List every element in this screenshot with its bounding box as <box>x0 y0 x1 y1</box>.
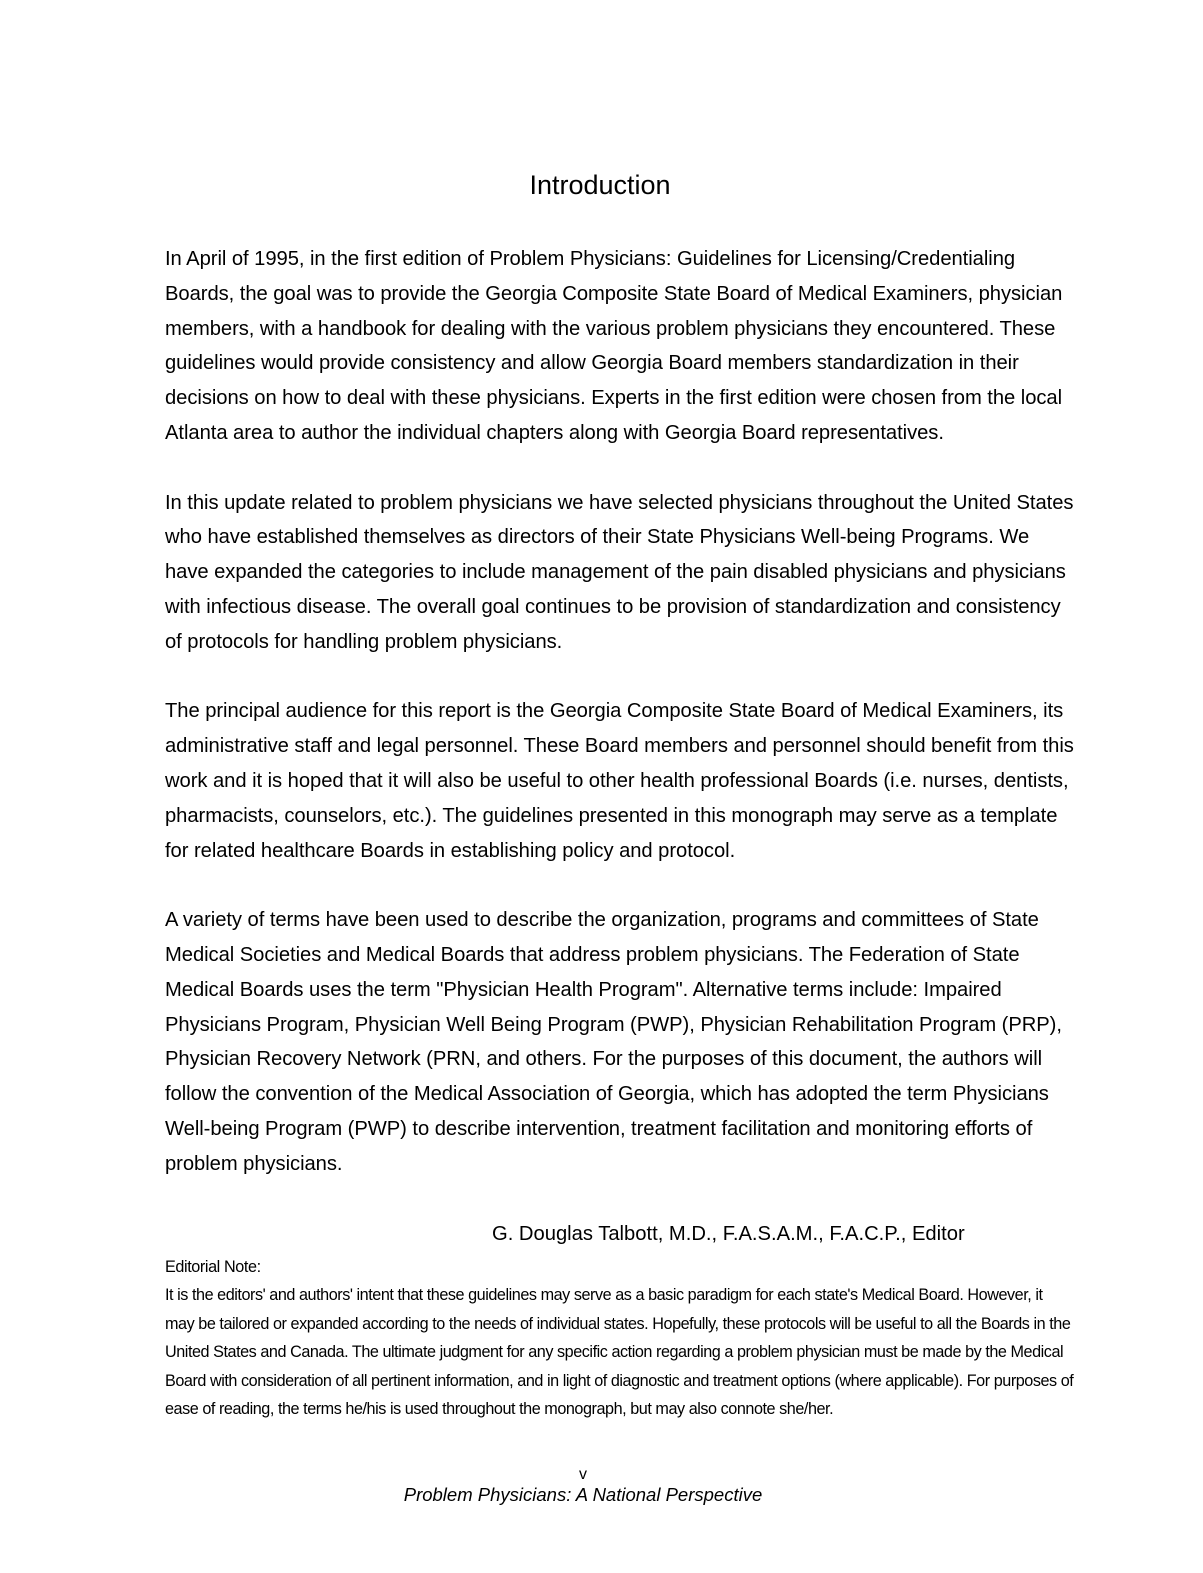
footer-book-title: Problem Physicians: A National Perspective <box>403 1484 763 1505</box>
page-title: Introduction <box>529 170 671 200</box>
paragraph-terminology: A variety of terms have been used to describe the organization, programs and committees of State Medical Societies and Medical Boards that address problem physicians. The Federation of State Medical Boards uses the term "Physician Health Program". Alternative terms include: Impaired Physicians Program, Physician Well Being Program (PWP), Physician Rehabilitation Program (PRP), Physician Recovery Network (PRN, and others. For the purposes of this document, the authors will follow the convention of the Medical Association of Georgia, which has adopted the term Physicians Well-being Program (PWP) to describe intervention, treatment facilitation and monitoring efforts of problem physicians. <box>165 909 1062 1175</box>
editor-signature: G. Douglas Talbott, M.D., F.A.S.A.M., F.A.C.P., Editor <box>492 1223 965 1245</box>
paragraph-update: In this update related to problem physicians we have selected physicians throughout the United States who have established themselves as directors of their State Physicians Well-being Programs. We have expanded the categories to include management of the pain disabled physicians and physicians with infectious disease. The overall goal continues to be provision of standardization and consistency of protocols for handling problem physicians. <box>165 491 1074 653</box>
paragraph-first-edition: In April of 1995, in the first edition of Problem Physicians: Guidelines for Licensing/Credentialing Boards, the goal was to provide the Georgia Composite State Board of Medical Examiners, physician members, with a handbook for dealing with the various problem physicians they encountered. These guidelines would provide consistency and allow Georgia Board members standardization in their decisions on how to deal with these physicians. Experts in the first edition were chosen from the local Atlanta area to author the individual chapters along with Georgia Board representatives. <box>165 248 1063 444</box>
editorial-note-body: It is the editors' and authors' intent that these guidelines may serve as a basic paradigm for each state's Medical Board. However, it may be tailored or expanded according to the needs of individual states. Hopefully, these protocols will be useful to all the Boards in the United States and Canada. The ultimate judgment for any specific action regarding a problem physician must be made by the Medical Board with consideration of all pertinent information, and in light of diagnostic and treatment options (where applicable). For purposes of ease of reading, the terms he/his is used throughout the monograph, but may also connote she/her. <box>165 1286 1074 1419</box>
editorial-note-heading: Editorial Note: <box>165 1258 261 1276</box>
page-number: v <box>579 1466 587 1483</box>
document-body <box>165 242 1077 1182</box>
paragraph-audience: The principal audience for this report is the Georgia Composite State Board of Medical Examiners, its administrative staff and legal personnel. These Board members and personnel should benefit from this work and it is hoped that it will also be useful to other health professional Boards (i.e. nurses, dentists, pharmacists, counselors, etc.). The guidelines presented in this monograph may serve as a template for related healthcare Boards in establishing policy and protocol. <box>165 700 1074 862</box>
